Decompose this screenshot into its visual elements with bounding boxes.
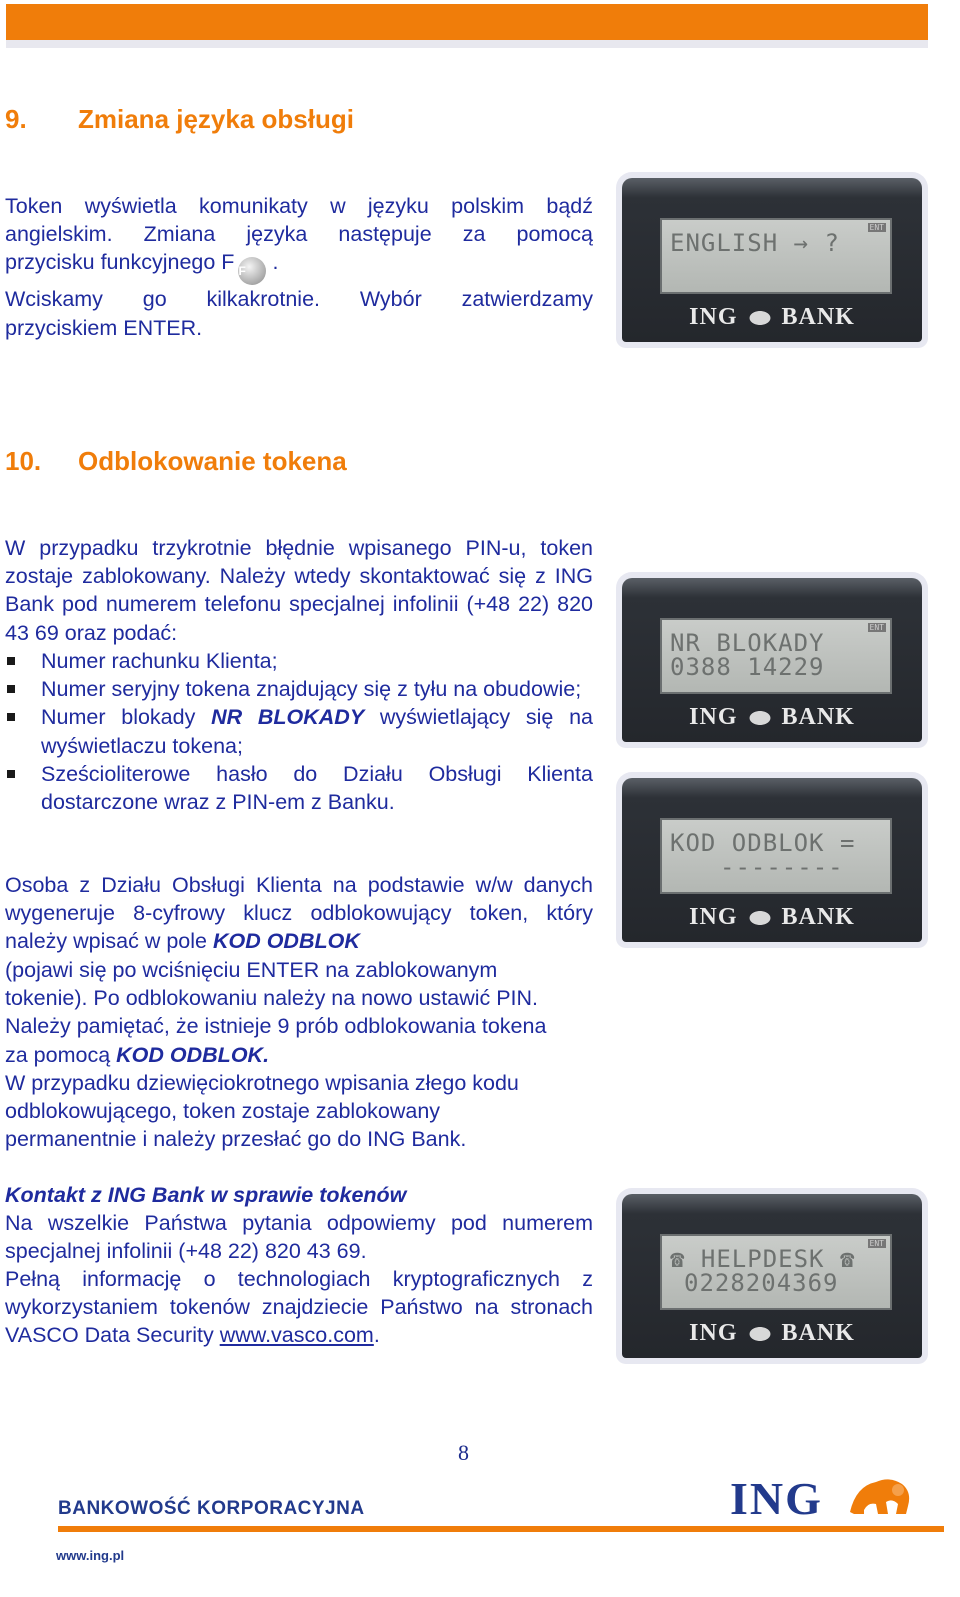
top-orange-bar bbox=[6, 4, 928, 40]
footer-url: www.ing.pl bbox=[56, 1548, 125, 1563]
token-brand bbox=[622, 704, 922, 731]
text-line: W przypadku dziewięciokrotnego wpisania złego kodu bbox=[5, 1070, 519, 1095]
section-10-intro: W przypadku trzykrotnie błędnie wpisanego PIN-u, token zostaje zablokowany. Należy wtedy skontaktować się z ING Bank pod numerem telefonu specjalnej infolinii (+48 22) 820 43 69 oraz podać: bbox=[5, 536, 593, 645]
text-line: tokenie). Po odblokowaniu należy na nowo ustawić PIN. bbox=[5, 986, 539, 1011]
text-line: Token wyświetla komunikaty w języku polskim bądź bbox=[5, 194, 593, 218]
vasco-link[interactable]: www.vasco.com bbox=[219, 1323, 374, 1348]
section-9-heading bbox=[5, 104, 354, 135]
section-10-title: Odblokowanie tokena bbox=[78, 446, 347, 476]
page-number: 8 bbox=[458, 1440, 469, 1465]
text-fragment: Osoba z Działu Obsługi Klienta na podstawie w/w danych wygeneruje 8-cyfrowy klucz odblokowujący token, który należy wpisać w pole bbox=[5, 873, 593, 954]
top-bar-shadow bbox=[6, 40, 928, 48]
footer-title: BANKOWOŚĆ KORPORACYJNA bbox=[58, 1498, 365, 1519]
token-screen bbox=[660, 818, 892, 894]
function-button-icon: F bbox=[238, 257, 266, 285]
token-image-helpdesk bbox=[622, 1194, 922, 1358]
token-screen-line2: -------- bbox=[720, 853, 844, 881]
text-line: angielskim. Zmiana języka następuje za pomocą bbox=[5, 222, 593, 247]
token-screen-line1: NR BLOKADY bbox=[670, 629, 825, 657]
brand-ing: ING bbox=[689, 304, 738, 330]
token-brand bbox=[622, 304, 922, 331]
token-screen-line2: 0388 14229 bbox=[670, 653, 825, 681]
text-fragment: Numer blokady bbox=[41, 705, 196, 730]
brand-ing: ING bbox=[689, 904, 738, 930]
ing-lion-icon bbox=[846, 1472, 914, 1518]
text-line: Należy pamiętać, że istnieje 9 prób odblokowania tokena bbox=[5, 1014, 547, 1039]
brand-bank: BANK bbox=[781, 904, 855, 930]
text-fragment: przycisku funkcyjnego F bbox=[5, 250, 235, 275]
token-brand bbox=[622, 904, 922, 931]
section-10-number: 10. bbox=[5, 446, 42, 476]
text-fragment: . bbox=[373, 1323, 380, 1348]
list-item: Numer rachunku Klienta; bbox=[5, 647, 593, 675]
section-9-paragraph bbox=[5, 192, 593, 342]
brand-ing: ING bbox=[689, 1320, 738, 1346]
token-screen bbox=[660, 218, 892, 294]
token-screen-line2: 0228204369 bbox=[684, 1269, 839, 1297]
list-item bbox=[5, 703, 593, 759]
token-screen bbox=[660, 618, 892, 694]
text-fragment: . bbox=[272, 250, 279, 275]
text-line: (pojawi się po wciśnięciu ENTER na zablokowanym bbox=[5, 958, 498, 982]
ent-indicator: ENT bbox=[869, 623, 884, 632]
lion-icon bbox=[742, 706, 778, 726]
section-10-paragraph-2 bbox=[5, 871, 593, 956]
brand-ing: ING bbox=[689, 704, 738, 730]
text-line bbox=[5, 248, 593, 285]
text-fragment: za pomocą bbox=[5, 1042, 111, 1067]
ent-indicator: ENT bbox=[869, 223, 884, 232]
token-image-english bbox=[622, 178, 922, 342]
section-9-number: 9. bbox=[5, 104, 27, 134]
token-screen bbox=[660, 1234, 892, 1310]
token-image-kod-odblok bbox=[622, 778, 922, 942]
token-screen-line1: ENGLISH → ? bbox=[670, 229, 840, 257]
list-item: Numer seryjny tokena znajdujący się z tyłu na obudowie; bbox=[5, 675, 593, 703]
text-line: przyciskiem ENTER. bbox=[5, 315, 203, 340]
brand-bank: BANK bbox=[781, 704, 855, 730]
contact-heading: Kontakt z ING Bank w sprawie tokenów bbox=[5, 1183, 407, 1207]
contact-section bbox=[5, 1181, 593, 1266]
lion-icon bbox=[742, 1322, 778, 1342]
section-10-paragraph-2-cont bbox=[5, 956, 625, 1153]
lion-icon bbox=[742, 306, 778, 326]
text-line bbox=[5, 1041, 625, 1069]
section-10-heading bbox=[5, 446, 347, 477]
text-line: Wciskamy go kilkakrotnie. Wybór zatwierdzamy bbox=[5, 287, 593, 312]
emphasis-kod-odblok: KOD ODBLOK bbox=[212, 929, 360, 954]
text-fragment: wyświetlający się na wyświetlaczu tokena; bbox=[41, 705, 593, 758]
contact-paragraph-a: Na wszelkie Państwa pytania odpowiemy pod numerem specjalnej infolinii (+48 22) 820 43 69. bbox=[5, 1211, 593, 1264]
text-line: odblokowującego, token zostaje zablokowany bbox=[5, 1099, 441, 1124]
footer-orange-line bbox=[58, 1526, 944, 1532]
token-screen-line1: ☎ HELPDESK ☎ bbox=[670, 1245, 856, 1273]
ing-logo: ING bbox=[730, 1473, 823, 1524]
ent-indicator: ENT bbox=[869, 1239, 884, 1248]
required-info-list bbox=[5, 647, 593, 816]
token-image-nr-blokady bbox=[622, 578, 922, 742]
list-item: Sześcioliterowe hasło do Działu Obsługi Klienta dostarczone wraz z PIN-em z Banku. bbox=[5, 760, 593, 816]
token-screen-line1: KOD ODBLOK = bbox=[670, 829, 856, 857]
brand-bank: BANK bbox=[781, 1320, 855, 1346]
emphasis-kod-odblok: KOD ODBLOK. bbox=[116, 1042, 270, 1067]
token-brand bbox=[622, 1320, 922, 1347]
emphasis-nr-blokady: NR BLOKADY bbox=[211, 705, 365, 730]
section-9-title: Zmiana języka obsługi bbox=[78, 104, 354, 134]
text-line: permanentnie i należy przesłać go do ING Bank. bbox=[5, 1127, 467, 1152]
lion-icon bbox=[742, 906, 778, 926]
text-fragment: Pełną informację o technologiach kryptograficznych z wykorzystaniem tokenów znajdziecie Państwo na stronach VASCO Data Security bbox=[5, 1267, 593, 1348]
contact-paragraph-b bbox=[5, 1265, 593, 1350]
brand-bank: BANK bbox=[781, 304, 855, 330]
